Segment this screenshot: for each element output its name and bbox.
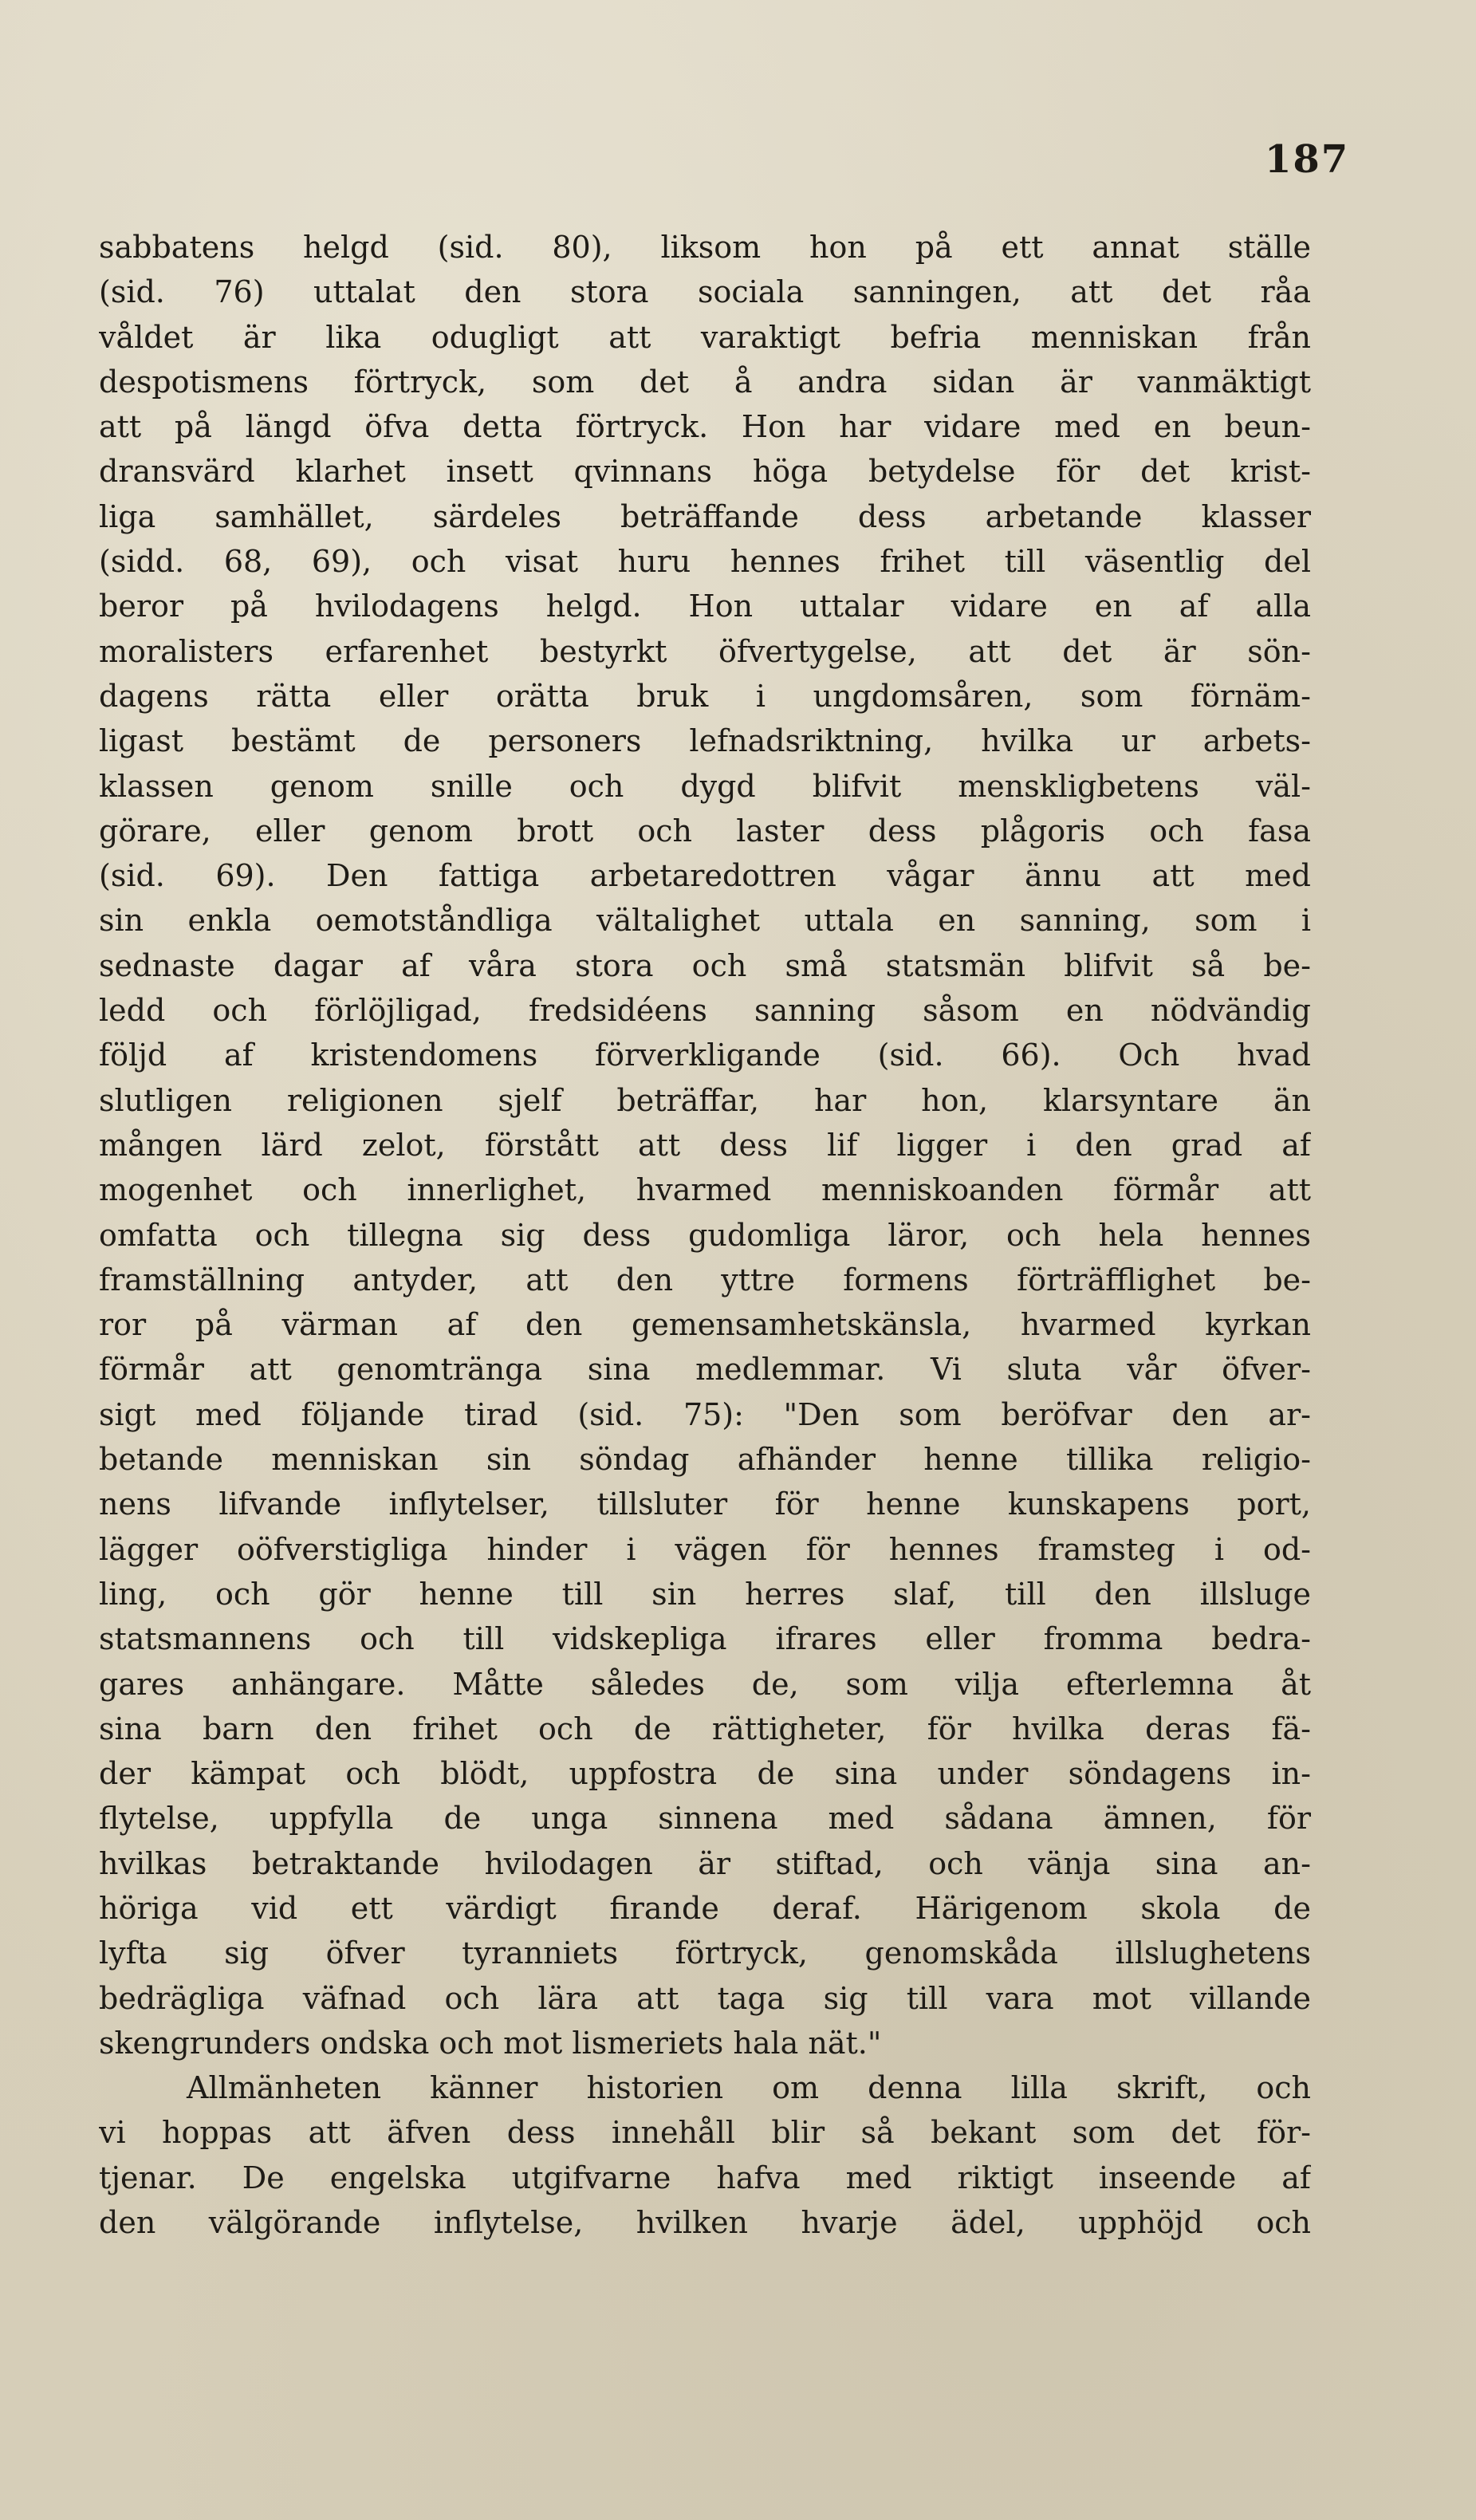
text-line: mogenhet och innerlighet, hvarmed menniskoanden förmår att: [99, 1172, 1311, 1208]
text-line: skengrunders ondska och mot lismeriets hala nät.": [99, 2025, 882, 2061]
text-line: tjenar. De engelska utgifvarne hafva med riktigt inseende af: [99, 2160, 1311, 2195]
text-line: nens lifvande inflytelser, tillsluter för henne kunskapens port,: [99, 1486, 1311, 1522]
text-line: sabbatens helgd (sid. 80), liksom hon på ett annat ställe: [99, 230, 1311, 265]
text-line: följd af kristendomens förverkligande (sid. 66). Och hvad: [99, 1038, 1311, 1073]
text-line: slutligen religionen sjelf beträffar, har hon, klarsyntare än: [99, 1082, 1311, 1118]
text-line: der kämpat och blödt, uppfostra de sina under söndagens in-: [99, 1756, 1311, 1792]
text-line: Allmänheten känner historien om denna lilla skrift, och: [187, 2070, 1311, 2106]
text-line: (sid. 69). Den fattiga arbetaredottren vågar ännu att med: [99, 858, 1311, 894]
text-line: flytelse, uppfylla de unga sinnena med sådana ämnen, för: [99, 1801, 1311, 1837]
text-line: förmår att genomtränga sina medlemmar. Vi sluta vår öfver-: [99, 1352, 1311, 1388]
text-line: lägger oöfverstigliga hinder i vägen för hennes framsteg i od-: [99, 1531, 1311, 1567]
page-number: 187: [1265, 137, 1350, 182]
text-line: sina barn den frihet och de rättigheter, för hvilka deras fä-: [99, 1711, 1311, 1746]
text-line: den välgörande inflytelse, hvilken hvarje ädel, upphöjd och: [99, 2205, 1311, 2241]
text-line: moralisters erfarenhet bestyrkt öfvertygelse, att det är sön-: [99, 633, 1311, 669]
text-line: betande menniskan sin söndag afhänder henne tillika religio-: [99, 1442, 1311, 1478]
text-line: (sidd. 68, 69), och visat huru hennes frihet till väsentlig del: [99, 544, 1311, 580]
text-line: (sid. 76) uttalat den stora sociala sanningen, att det råa: [99, 274, 1311, 310]
text-line: vi hoppas att äfven dess innehåll blir så bekant som det för-: [99, 2115, 1311, 2151]
text-line: sednaste dagar af våra stora och små statsmän blifvit så be-: [99, 947, 1311, 983]
text-line: despotismens förtryck, som det å andra sidan är vanmäktigt: [99, 364, 1311, 400]
text-line: gares anhängare. Måtte således de, som vilja efterlemna åt: [99, 1666, 1311, 1702]
body-text: [99, 225, 1311, 2245]
text-line: bedrägliga väfnad och lära att taga sig till vara mot villande: [99, 1980, 1311, 2016]
text-line: statsmannens och till vidskepliga ifrares eller fromma bedra-: [99, 1621, 1311, 1657]
text-line: görare, eller genom brott och laster dess plågoris och fasa: [99, 813, 1311, 849]
text-line: ling, och gör henne till sin herres slaf, till den illsluge: [99, 1576, 1311, 1612]
text-line: lyfta sig öfver tyranniets förtryck, genomskåda illslughetens: [99, 1935, 1311, 1971]
text-line: höriga vid ett värdigt firande deraf. Härigenom skola de: [99, 1890, 1311, 1926]
text-line: sin enkla oemotståndliga vältalighet uttala en sanning, som i: [99, 903, 1311, 939]
text-line: framställning antyder, att den yttre formens förträfflighet be-: [99, 1262, 1311, 1297]
text-line: hvilkas betraktande hvilodagen är stiftad, och vänja sina an-: [99, 1845, 1311, 1881]
text-line: klassen genom snille och dygd blifvit menskligbetens väl-: [99, 768, 1311, 804]
text-line: våldet är lika odugligt att varaktigt befria menniskan från: [99, 319, 1311, 355]
text-line: omfatta och tillegna sig dess gudomliga läror, och hela hennes: [99, 1217, 1311, 1253]
text-line: ledd och förlöjligad, fredsidéens sanning såsom en nödvändig: [99, 993, 1311, 1029]
text-line: dransvärd klarhet insett qvinnans höga betydelse för det krist-: [99, 454, 1311, 490]
text-line: dagens rätta eller orätta bruk i ungdomsåren, som förnäm-: [99, 678, 1311, 714]
text-line: ror på värman af den gemensamhetskänsla, hvarmed kyrkan: [99, 1307, 1311, 1343]
text-line: ligast bestämt de personers lefnadsriktning, hvilka ur arbets-: [99, 723, 1311, 759]
text-line: liga samhället, särdeles beträffande dess arbetande klasser: [99, 498, 1311, 534]
text-line: att på längd öfva detta förtryck. Hon har vidare med en beun-: [99, 409, 1311, 445]
text-line: beror på hvilodagens helgd. Hon uttalar vidare en af alla: [99, 589, 1311, 624]
text-line: mången lärd zelot, förstått att dess lif ligger i den grad af: [99, 1127, 1311, 1163]
text-line: sigt med följande tirad (sid. 75): "Den som beröfvar den ar-: [99, 1396, 1311, 1432]
